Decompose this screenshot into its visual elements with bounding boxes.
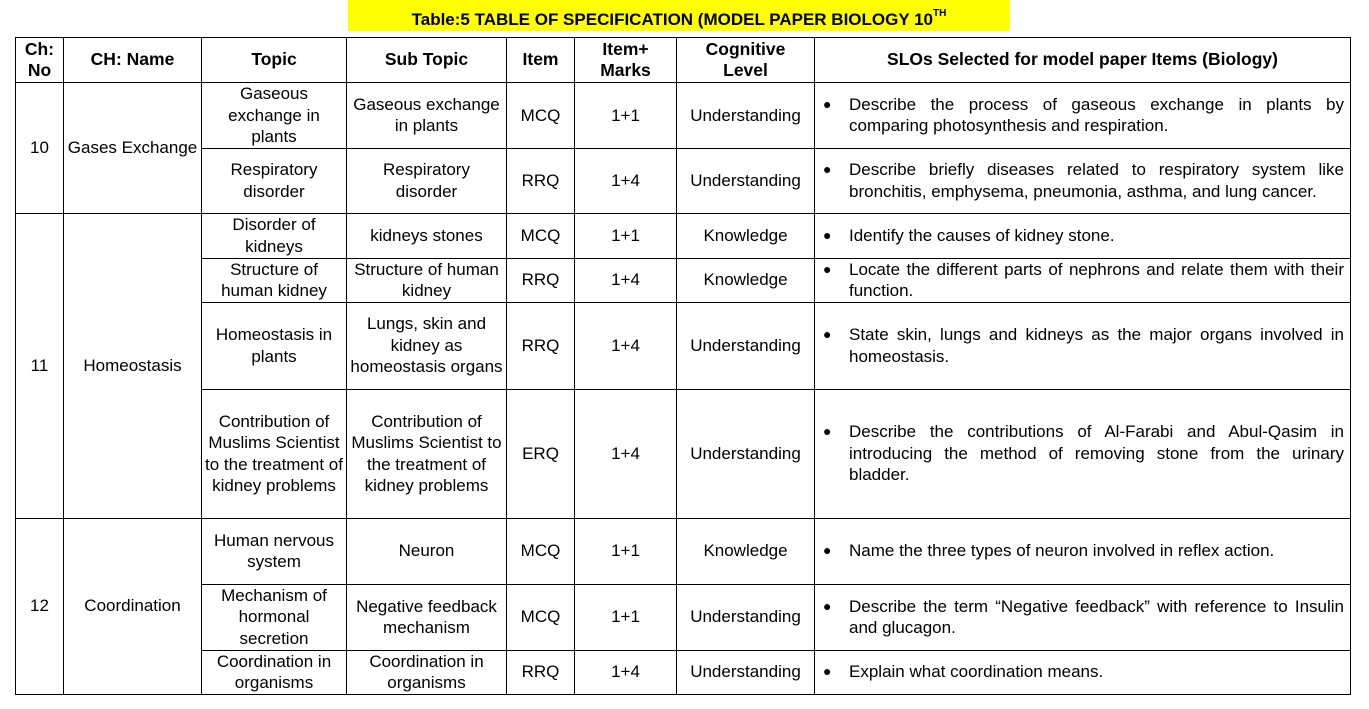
- marks-cell: 1+4: [575, 389, 677, 518]
- slo-text: State skin, lungs and kidneys as the major organs involved in homeostasis.: [849, 325, 1344, 366]
- topic-cell: Coordination in organisms: [202, 650, 347, 694]
- cognitive-level-cell: Knowledge: [677, 213, 815, 258]
- sub-topic-cell: Contribution of Muslims Scientist to the treatment of kidney problems: [347, 389, 507, 518]
- header-cognitive-level: Cognitive Level: [677, 38, 815, 83]
- header-sub-topic: Sub Topic: [347, 38, 507, 83]
- table-row: [16, 258, 1351, 302]
- table-row: [16, 213, 1351, 258]
- slo-text: Name the three types of neuron involved in reflex action.: [849, 541, 1275, 561]
- table-row: [16, 650, 1351, 694]
- title-highlight: [348, 0, 1010, 31]
- sub-topic-cell: Structure of human kidney: [347, 258, 507, 302]
- chapter-name-cell: Homeostasis: [64, 213, 202, 518]
- header-ch-no: Ch: No: [16, 38, 64, 83]
- cognitive-level-cell: Understanding: [677, 83, 815, 149]
- bullet-icon: ●: [823, 326, 832, 342]
- item-cell: MCQ: [507, 83, 575, 149]
- table-row: [16, 148, 1351, 213]
- chapter-number-cell: 10: [16, 83, 64, 214]
- slo-cell: [815, 83, 1351, 149]
- table-row: [16, 584, 1351, 650]
- sub-topic-cell: kidneys stones: [347, 213, 507, 258]
- title-superscript: TH: [933, 8, 947, 19]
- item-cell: RRQ: [507, 148, 575, 213]
- sub-topic-cell: Negative feedback mechanism: [347, 584, 507, 650]
- header-item: Item: [507, 38, 575, 83]
- table-title-text: Table:5 TABLE OF SPECIFICATION (MODEL PAPER BIOLOGY 10: [411, 9, 934, 29]
- marks-cell: 1+1: [575, 518, 677, 584]
- topic-cell: Structure of human kidney: [202, 258, 347, 302]
- cognitive-level-cell: Understanding: [677, 302, 815, 389]
- slo-text: Describe briefly diseases related to respiratory system like bronchitis, emphysema, pneumonia, asthma, and lung cancer.: [849, 160, 1344, 201]
- marks-cell: 1+4: [575, 148, 677, 213]
- table-row: [16, 389, 1351, 518]
- item-cell: MCQ: [507, 213, 575, 258]
- chapter-name-cell: Coordination: [64, 518, 202, 694]
- slo-text: Explain what coordination means.: [849, 662, 1104, 682]
- specification-table: [15, 37, 1351, 695]
- slo-cell: [815, 650, 1351, 694]
- slo-cell: [815, 518, 1351, 584]
- table-title: [412, 10, 947, 29]
- topic-cell: Contribution of Muslims Scientist to the treatment of kidney problems: [202, 389, 347, 518]
- marks-cell: 1+4: [575, 650, 677, 694]
- slo-cell: [815, 584, 1351, 650]
- header-slos: SLOs Selected for model paper Items (Biology): [815, 38, 1351, 83]
- sub-topic-cell: Coordination in organisms: [347, 650, 507, 694]
- bullet-icon: ●: [823, 95, 832, 112]
- chapter-name-cell: Gases Exchange: [64, 83, 202, 214]
- marks-cell: 1+1: [575, 584, 677, 650]
- cognitive-level-cell: Knowledge: [677, 518, 815, 584]
- sub-topic-cell: Gaseous exchange in plants: [347, 83, 507, 149]
- item-cell: MCQ: [507, 584, 575, 650]
- bullet-icon: ●: [823, 226, 832, 243]
- topic-cell: Respiratory disorder: [202, 148, 347, 213]
- header-row: [16, 38, 1351, 83]
- item-cell: RRQ: [507, 258, 575, 302]
- table-row: [16, 83, 1351, 149]
- marks-cell: 1+1: [575, 83, 677, 149]
- chapter-number-cell: 12: [16, 518, 64, 694]
- slo-text: Locate the different parts of nephrons and relate them with their function.: [849, 259, 1344, 300]
- bullet-icon: ●: [823, 161, 832, 177]
- slo-text: Describe the process of gaseous exchange in plants by comparing photosynthesis and respiration.: [849, 94, 1344, 136]
- item-cell: RRQ: [507, 650, 575, 694]
- table-row: [16, 518, 1351, 584]
- slo-cell: [815, 389, 1351, 518]
- bullet-icon: ●: [823, 663, 832, 680]
- topic-cell: Mechanism of hormonal secretion: [202, 584, 347, 650]
- slo-cell: [815, 213, 1351, 258]
- chapter-number-cell: 11: [16, 213, 64, 518]
- cognitive-level-cell: Understanding: [677, 148, 815, 213]
- bullet-icon: ●: [823, 597, 832, 614]
- item-cell: MCQ: [507, 518, 575, 584]
- header-topic: Topic: [202, 38, 347, 83]
- sub-topic-cell: Respiratory disorder: [347, 148, 507, 213]
- cognitive-level-cell: Knowledge: [677, 258, 815, 302]
- topic-cell: Human nervous system: [202, 518, 347, 584]
- marks-cell: 1+1: [575, 213, 677, 258]
- marks-cell: 1+4: [575, 302, 677, 389]
- cognitive-level-cell: Understanding: [677, 650, 815, 694]
- topic-cell: Gaseous exchange in plants: [202, 83, 347, 149]
- item-cell: RRQ: [507, 302, 575, 389]
- slo-cell: [815, 258, 1351, 302]
- cognitive-level-cell: Understanding: [677, 584, 815, 650]
- marks-cell: 1+4: [575, 258, 677, 302]
- cognitive-level-cell: Understanding: [677, 389, 815, 518]
- slo-text: Describe the contributions of Al-Farabi and Abul-Qasim in introducing the method of removing stone from the urinary bladder.: [849, 422, 1344, 485]
- sub-topic-cell: Lungs, skin and kidney as homeostasis organs: [347, 302, 507, 389]
- table-body: [16, 83, 1351, 695]
- slo-cell: [815, 148, 1351, 213]
- slo-cell: [815, 302, 1351, 389]
- bullet-icon: ●: [823, 542, 832, 559]
- bullet-icon: ●: [823, 260, 832, 277]
- topic-cell: Disorder of kidneys: [202, 213, 347, 258]
- table-row: [16, 302, 1351, 389]
- header-ch-name: CH: Name: [64, 38, 202, 83]
- header-marks: Item+ Marks: [575, 38, 677, 83]
- sub-topic-cell: Neuron: [347, 518, 507, 584]
- slo-text: Describe the term “Negative feedback” with reference to Insulin and glucagon.: [849, 596, 1344, 637]
- bullet-icon: ●: [823, 423, 832, 440]
- topic-cell: Homeostasis in plants: [202, 302, 347, 389]
- item-cell: ERQ: [507, 389, 575, 518]
- slo-text: Identify the causes of kidney stone.: [849, 225, 1115, 245]
